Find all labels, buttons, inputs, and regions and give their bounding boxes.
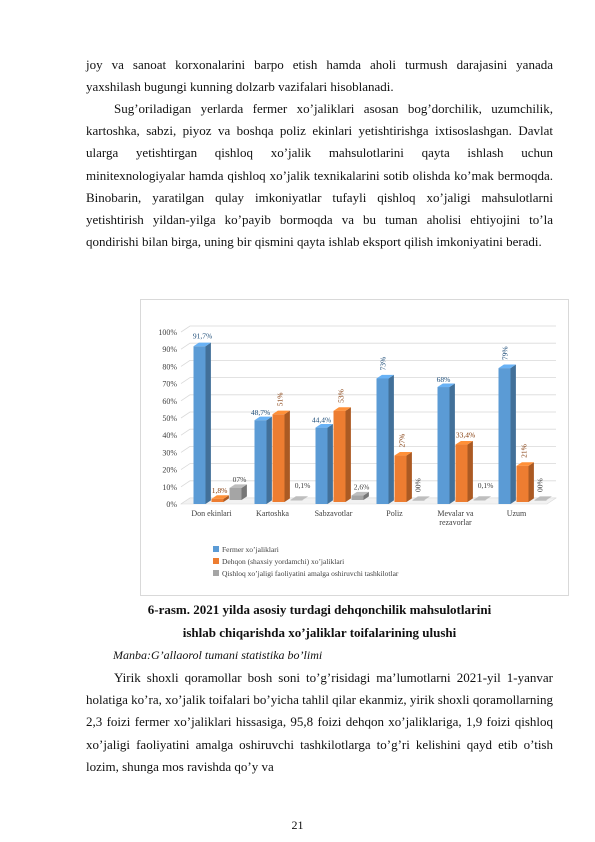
x-tick-label: Don ekinlari (191, 509, 232, 518)
data-label: 2,6% (353, 482, 370, 492)
x-tick-label: Uzum (506, 509, 527, 518)
y-tick-label: 0% (166, 500, 177, 509)
paragraph-3: Yirik shoxli qoramollar bosh soni to’g’risidagi ma’lumotlarni 2021-yil 1-yanvar holatiga ko’ra, xo’jalik toifalari bo’yicha tahlil qilar ekanmiz, yirik shoxli qoramollarning 2,3 foizi fermer xo’jaliklari hissasiga, 95,8 foizi dehqon xo’jaliklariga, 1,9 foizi qishloq xo’jaligi faoliyatini amalga oshiruvchi tashkilotlarga to’g’ri kelishini qayd etib o’tish lozim, shunga mos ravishda qo’y va (86, 670, 553, 774)
legend-label: Dehqon (shaxsiy yordamchi) xo’jaliklari (222, 557, 345, 566)
bar (377, 375, 394, 504)
legend-label: Qishloq xo’jaligi faoliyatini amalga oshiruvchi tashkilotlar (222, 569, 399, 578)
figure-caption-line-1: 6-rasm. 2021 yilda asosiy turdagi dehqonchilik mahsulotlarini (147, 602, 492, 617)
y-tick-label: 90% (162, 345, 177, 355)
data-label: 44,4% (311, 415, 332, 425)
data-label: 33,4% (455, 430, 476, 440)
bar (499, 365, 516, 504)
data-label: 0,1% (294, 481, 311, 490)
data-label: 91,7% (192, 331, 213, 341)
y-tick-label: 40% (162, 431, 177, 441)
x-tick-label: Kartoshka (256, 509, 289, 518)
data-label: 53% (336, 389, 346, 403)
data-label: 79% (500, 346, 510, 361)
legend-label: Fermer xo’jaliklari (222, 545, 279, 554)
data-label: 51% (275, 392, 285, 407)
y-tick-label: 70% (162, 379, 177, 389)
bar (438, 383, 455, 504)
bar-chart (141, 300, 568, 595)
bar (273, 411, 290, 502)
paragraph-2: Sug’oriladigan yerlarda fermer xo’jaliklari asosan bog’dorchilik, uzumchilik, kartoshka, sabzi, piyoz va boshqa poliz ekinlari yetishtirishga ixtisoslashgan. Davlat ularga yetishtirgan qishloq xo’jalik mahsulotlarini qayta ishlash uchun minitexnologiyalar hamda qishloq xo’jalik texnikalarini sotib olishda ko’mak bermoqda. Binobarin, yaratilgan qulay imkoniyatlar tufayli qishloq xo’jaligi mahsulotlarni yetishtirish yildan-yilga ko’payib bormoqda va bu tuman aholisi ehtiyojini to’la qondirishi bilan birga, uning bir qismini qayta ishlab eksport qilish imkoniyatini beradi. (86, 101, 553, 250)
bar (395, 452, 412, 502)
gridline (181, 326, 556, 332)
legend-swatch (213, 558, 219, 564)
legend-swatch (213, 546, 219, 552)
y-tick-label: 10% (162, 482, 177, 492)
chart-container (140, 299, 569, 596)
y-tick-label: 80% (162, 362, 177, 372)
bar (255, 417, 272, 504)
x-tick-label: Sabzavotlar (314, 509, 353, 518)
data-label: 48,7% (250, 408, 271, 418)
data-label: 68% (436, 375, 451, 385)
figure-source: Manba:G’allaorol tumani statistika bo’limi (113, 648, 323, 662)
bar (316, 424, 333, 504)
y-tick-label: 60% (162, 396, 177, 406)
data-label: 07% (232, 474, 247, 484)
y-tick-label: 20% (162, 465, 177, 475)
data-label: 73% (378, 356, 388, 371)
bar (456, 441, 473, 502)
x-tick-label: Poliz (386, 509, 403, 518)
x-tick-label: Mevalar va (437, 509, 474, 518)
data-label: 27% (397, 433, 407, 448)
bar (517, 462, 534, 502)
data-label: 1,8% (211, 485, 228, 495)
bar (334, 407, 351, 502)
y-tick-label: 100% (158, 328, 177, 337)
y-tick-label: 30% (162, 448, 177, 458)
x-tick-label: rezavorlar (439, 518, 472, 527)
figure-caption-line-2: ishlab chiqarishda xo’jaliklar toifalarining ulushi (182, 625, 457, 640)
data-label: 0,1% (477, 481, 494, 490)
page-number: 21 (291, 818, 304, 832)
y-tick-label: 50% (162, 414, 177, 423)
bar (230, 484, 247, 500)
gridline (181, 360, 556, 366)
legend-swatch (213, 570, 219, 576)
bar (194, 343, 211, 504)
data-label: 00% (413, 478, 423, 492)
paragraph-1: joy va sanoat korxonalarini barpo etish hamda aholi turmush darajasini yanada yaxshilash bugungi kunning dolzarb vazifalari hisoblanadi. (86, 57, 553, 95)
data-label: 21% (519, 444, 529, 458)
data-label: 00% (535, 478, 545, 492)
